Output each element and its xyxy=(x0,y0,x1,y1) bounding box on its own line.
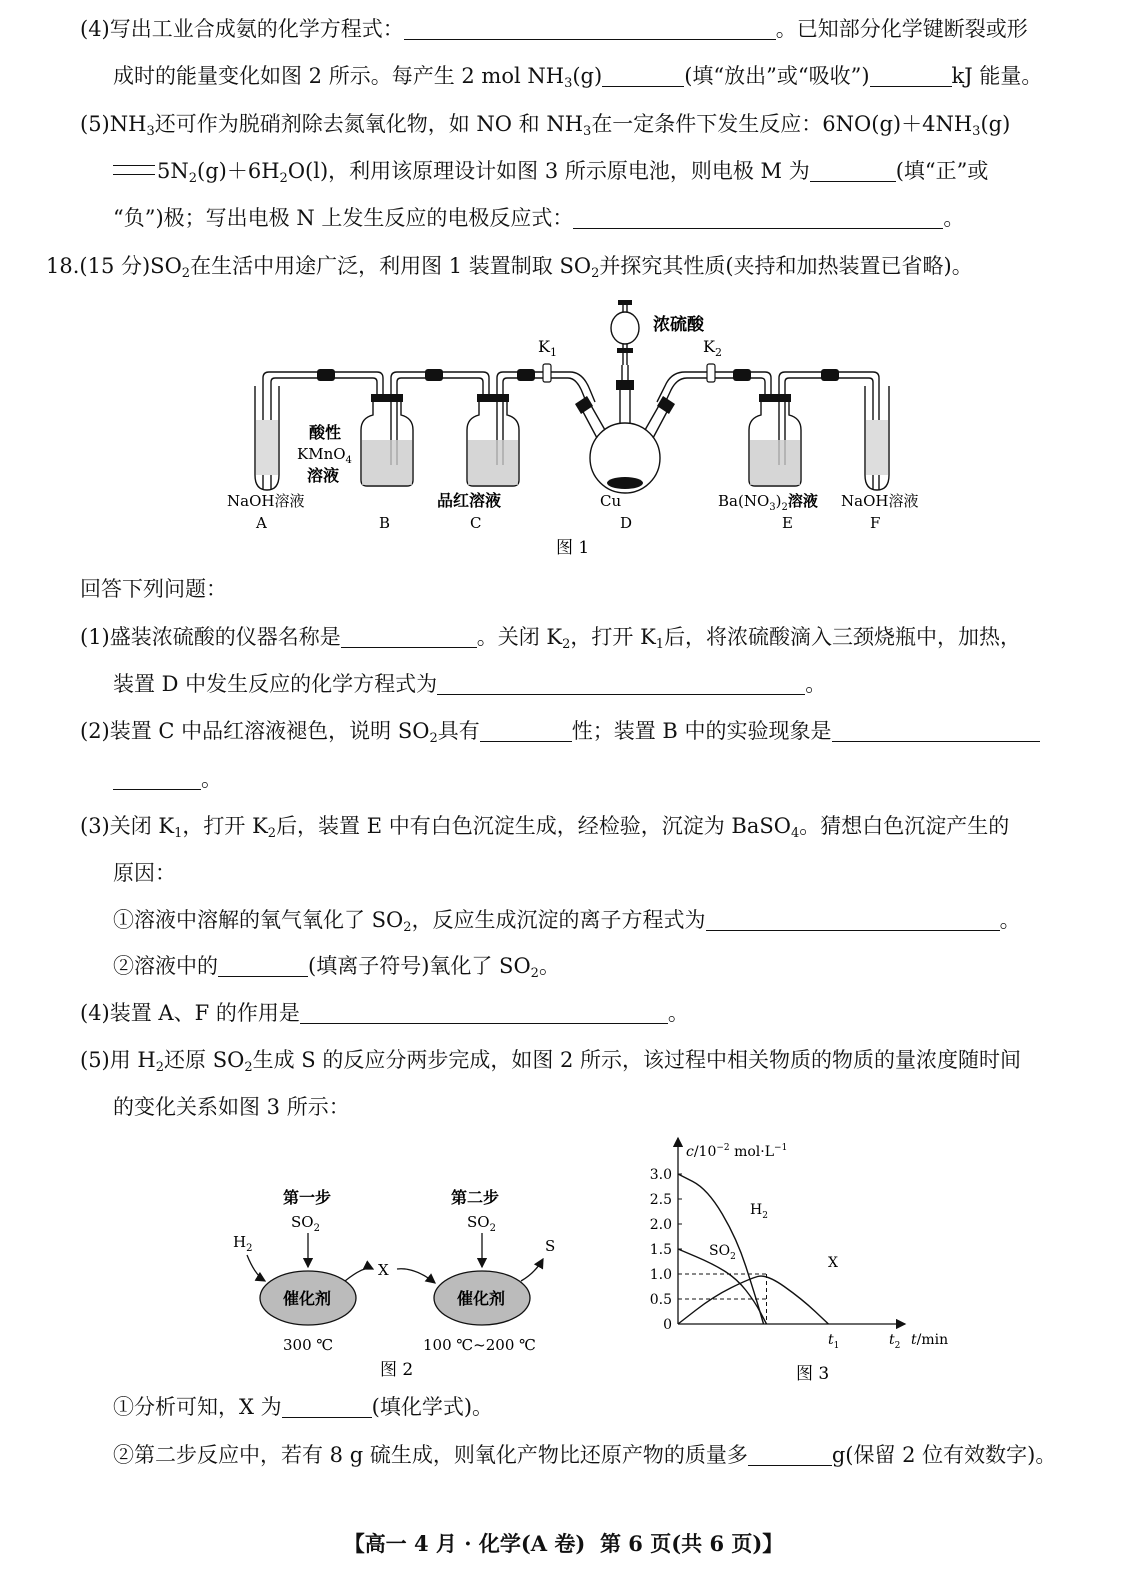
answer-blank[interactable] xyxy=(573,206,943,229)
figure-3-chart xyxy=(640,1132,960,1384)
y-ticks xyxy=(650,1167,682,1333)
label-step1: 第一步 xyxy=(283,1188,332,1207)
y-tick-label: 2.5 xyxy=(649,1192,672,1208)
q17-5-line2: $5N_2(g)+6H_2O(l)$，利用该原理设计如图 3 所示原电池，则电极 M 为 (填“正”或 xyxy=(113,156,988,186)
q18-3-line2: 原因： xyxy=(113,861,176,885)
x-axis-label: t/min xyxy=(911,1332,949,1348)
series-label-h2: $H_2$ xyxy=(750,1202,768,1221)
page-footer: 【高一 4 月 · 化学(A 卷) 第 6 页(共 6 页)】 xyxy=(343,1531,784,1556)
y-tick-label: 0.5 xyxy=(649,1292,672,1308)
series-label-so2: $SO_2$ xyxy=(709,1243,736,1262)
label-k2: $K_2$ xyxy=(703,337,722,359)
answer-blank[interactable] xyxy=(832,719,1040,742)
q18-3-item1: ①溶液中溶解的氧气氧化了 $SO_2$，反应生成沉淀的离子方程式为 。 xyxy=(113,908,1021,935)
q17-5-line3: “负”)极；写出电极 N 上发生反应的电极反应式： 。 xyxy=(113,206,965,230)
catalyst-1-label: 催化剂 xyxy=(283,1289,332,1308)
tick-t1: $t_1$ xyxy=(828,1332,840,1351)
answer-blank[interactable] xyxy=(706,908,1000,931)
figure-3-caption: 图 3 xyxy=(796,1364,830,1384)
label-so2-a: $SO_2$ xyxy=(291,1213,320,1234)
answer-blank[interactable] xyxy=(602,64,684,87)
svg-text:E: E xyxy=(782,514,793,532)
answer-blank[interactable] xyxy=(282,1395,372,1418)
label-cu: Cu xyxy=(600,492,622,510)
q18-2-line2: 。 xyxy=(113,764,222,794)
svg-text:B: B xyxy=(379,514,391,532)
q18-2-line1: (2)装置 C 中品红溶液褪色，说明 $SO_2$具有 性；装置 B 中的实验现象是 xyxy=(80,716,1040,746)
answer-blank[interactable] xyxy=(218,954,308,977)
figure-2-scheme xyxy=(225,1185,585,1380)
series-line-so2 xyxy=(678,1249,767,1324)
y-tick-label: 1.5 xyxy=(649,1242,672,1258)
q18-4-line: (4)装置 A、F 的作用是 。 xyxy=(80,1001,689,1025)
q18-5-item2: ②第二步反应中，若有 8 g 硫生成，则氧化产物比还原产物的质量多 g(保留 2 位有效数字)。 xyxy=(113,1443,1057,1467)
answer-blank[interactable] xyxy=(113,767,201,790)
q18-3-item2: ②溶液中的 (填离子符号)氧化了 $SO_2$。 xyxy=(113,954,560,981)
apparatus-letters xyxy=(255,514,880,532)
label-bano3: $Ba(NO_3)_2$溶液 xyxy=(718,492,818,513)
q17-4-line1: (4)写出工业合成氨的化学方程式： 。已知部分化学键断裂或形 xyxy=(80,17,1028,41)
answer-blank[interactable] xyxy=(810,159,896,182)
equals-sign xyxy=(113,165,155,175)
series xyxy=(678,1174,828,1324)
y-tick-label: 3.0 xyxy=(649,1167,672,1183)
figure-2-caption: 图 2 xyxy=(380,1360,414,1380)
y-tick-label: 1.0 xyxy=(649,1267,672,1283)
figure-1-caption: 图 1 xyxy=(556,538,590,558)
label-h2: $H_2$ xyxy=(233,1233,253,1254)
q18-1-line2: 装置 D 中发生反应的化学方程式为 。 xyxy=(113,672,827,696)
q17-4-line2: 成时的能量变化如图 2 所示。每产生 2 mol $NH_3(g)$ (填“放出”或“吸收”) kJ 能量。 xyxy=(113,64,1043,91)
svg-text:C: C xyxy=(470,514,482,532)
label-s: S xyxy=(545,1237,556,1255)
label-step2: 第二步 xyxy=(451,1188,500,1207)
y-tick-label: 2.0 xyxy=(649,1217,672,1233)
label-kmno4-1: 酸性 xyxy=(309,423,342,442)
q18-5-line2: 的变化关系如图 3 所示： xyxy=(113,1095,350,1119)
answer-blank[interactable] xyxy=(437,672,805,695)
q18-intro: 回答下列问题： xyxy=(80,577,227,601)
label-so2-b: $SO_2$ xyxy=(467,1213,496,1234)
label-temp2: 100 ℃~200 ℃ xyxy=(423,1336,536,1354)
answer-blank[interactable] xyxy=(341,625,477,648)
q18-5-line1: (5)用 $H_2$还原 $SO_2$生成 S 的反应分两步完成，如图 2 所示，该过程中相关物质的物质的量浓度随时间 xyxy=(80,1048,1022,1075)
label-pinhong: 品红溶液 xyxy=(437,491,502,510)
q17-5-line1: $(5)NH_3$还可作为脱硝剂除去氮氧化物，如 NO 和 $NH_3$在一定条件下发生反应：$6NO(g)+4NH_3(g)$ xyxy=(80,112,1011,139)
y-tick-label: 0 xyxy=(663,1317,672,1333)
q18-header: 18.(15 分)$SO_2$在生活中用途广泛，利用图 1 装置制取 $SO_2$并探究其性质(夹持和加热装置已省略)。 xyxy=(46,254,973,281)
label-temp1: 300 ℃ xyxy=(283,1336,334,1354)
svg-text:D: D xyxy=(620,514,633,532)
label-conc-h2so4: 浓硫酸 xyxy=(653,315,704,335)
svg-text:F: F xyxy=(870,514,881,532)
label-kmno4-2: KMnO$_4$ xyxy=(297,445,352,466)
guide-lines xyxy=(678,1274,767,1324)
answer-blank[interactable] xyxy=(748,1443,832,1466)
q18-1-line1: (1)盛装浓硫酸的仪器名称是 。关闭 $K_2$，打开 $K_1$后，将浓硫酸滴入三颈烧瓶中，加热， xyxy=(80,625,1022,652)
answer-blank[interactable] xyxy=(480,719,572,742)
figure-1-apparatus xyxy=(225,290,925,560)
answer-blank[interactable] xyxy=(404,17,776,40)
y-axis-label: $c/10^{-2}$ $mol\cdot L^{-1}$ xyxy=(686,1143,788,1160)
answer-blank[interactable] xyxy=(870,64,952,87)
q18-3-line1: (3)关闭 $K_1$，打开 $K_2$后，装置 E 中有白色沉淀生成，经检验，沉淀为 BaSO$_4$。猜想白色沉淀产生的 xyxy=(80,814,1010,841)
catalyst-2-label: 催化剂 xyxy=(457,1289,506,1308)
series-label-x: X xyxy=(828,1255,838,1271)
tick-t2: $t_2$ xyxy=(889,1332,901,1351)
label-x: X xyxy=(378,1261,389,1279)
answer-blank[interactable] xyxy=(300,1001,668,1024)
label-k1: $K_1$ xyxy=(538,337,557,359)
q18-5-item1: ①分析可知，X 为 (填化学式)。 xyxy=(113,1395,494,1419)
svg-text:A: A xyxy=(256,514,267,532)
label-kmno4-3: 溶液 xyxy=(307,466,340,485)
label-naoh-a: NaOH溶液 xyxy=(227,492,305,510)
label-naoh-f: NaOH溶液 xyxy=(841,492,919,510)
